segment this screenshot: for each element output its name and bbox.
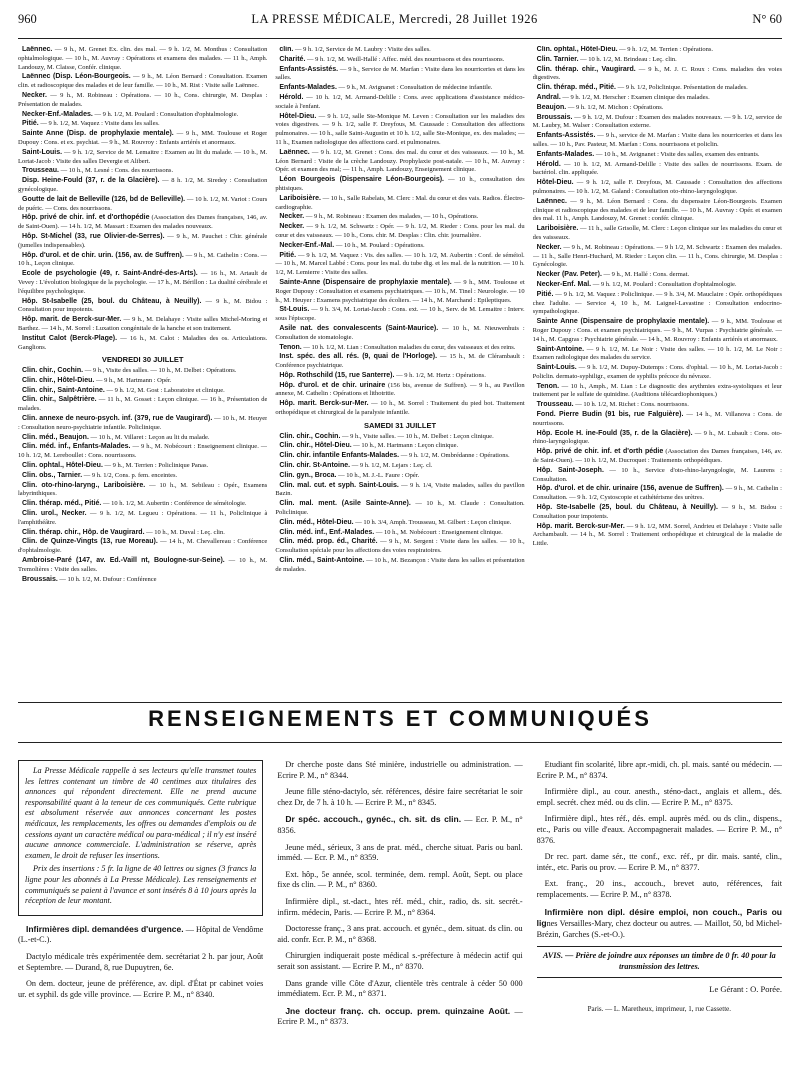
schedule-entry: Broussais. — 9 h. 1/2, M. Dufour : Examen des malades nouveaux. — 9 h. 1/2, service de M. Laubry, M. Walser : Consultation externe. [532, 113, 782, 130]
schedule-entry: Clin. méd. inf., Enf.-Malades. — 10 h., M. Nobécourt : Enseignement clinique. [279, 528, 503, 536]
schedule-entry: Andral. — 9 h. 1/2, M. Herscher : Examen clinique des malades. [536, 93, 710, 101]
classified-ad: Jeune méd., sérieux, 3 ans de prat. méd., cherche situat. Paris ou banl. imméd. — Ecr. P. M., n° 8359. [277, 842, 523, 863]
schedule-entry: Necker (Pav. Peter). — 9 h., M. Hallé : Cons. dermat. [536, 271, 690, 279]
avis-notice: AVIS. — Prière de joindre aux réponses un timbre de 0 fr. 40 pour la transmission des lettres. [537, 946, 782, 977]
schedule-entry: Hôp. d'urol. et de chir. urinaire (156 bis, avenue de Suffren). — 9 h., au Pavillon annexe, M. Cathelin : Opérations et lithotritie. [275, 381, 525, 398]
notice-paragraph: La Presse Médicale rappelle à ses lecteurs qu'elle transmet toutes les lettres contenant un timbre de 40 centimes aux titulaires des annonces qui répondent directement. Elle ne prend aucune responsabilité quant à la teneur de ces communiqués. Cette rubrique est absolument réservée aux annonces concernant les postes médicaux, les remplacements, les offres ou demandes d'emplois ou de cessions ayant un caractère médical ou para-médical ; il n'y est inséré aucune annonce commerciale. L'administration se réserve, après examen, le droit de refuser les insertions. [25, 766, 257, 860]
header-rule [18, 38, 782, 39]
schedule-entry: Laënnec. — 9 h., M. Léon Bernard : Cons. du dispensaire Léon-Bourgeois. Examen clinique et radioscopique des malades et de leur famille. — 10 h., M. Auvray : Opér. et examen des mal. 11 h., Amph. Landouzy, M. Grenet : confér. clinique. [532, 197, 782, 223]
classified-ad: Infirmière dipl., st.-dact., htes réf. méd., chir., radio, ds. sit. secrét.-infirm. médecin, Paris. — Ecrire P. M., n° 8364. [277, 896, 523, 917]
schedule-entry: Clin. chir., Hôtel-Dieu. — 10 h., M. Hartmann : Leçon clinique. [279, 442, 459, 450]
schedule-entry: Clin. thérap. méd., Pitié. — 9 h. 1/2, Policlinique. Présentation de malades. [536, 84, 748, 92]
schedule-entry: Hôp. marit. Berck-sur-Mer. — 9 h. 1/2, MM. Sorrel, Andrieu et Delahaye : Visite salle Archambault. — 14 h., M. Sorrel : Traitement orthopédique et chirurgical de la maladie de Little. [532, 522, 782, 548]
schedule-entry: Hérold. — 10 h. 1/2, M. Armand-Delille : Cons. avec applications d'assistance médico-sociale à l'enfant. [275, 93, 525, 110]
section-banner: RENSEIGNEMENTS ET COMMUNIQUÉS [148, 706, 652, 731]
schedule-entry: Laënnec. — 9 h. 1/2, M. Grenet : Cons. des mal. du cœur et des vaisseaux. — 10 h., M. Léon Bernard : Visite de la crèche Landouzy. Prophylaxie post-natale. — 10 h., M. Auvray : Opér. et examen des mal; — 11 h., Amph. Landouzy, Enseignement clinique. [275, 148, 525, 174]
schedule-entry: Clin. mal. cut. et syph. Saint-Louis. — 9 h. 1/4, Visite malades, salles du pavillon Bazin. [275, 481, 525, 498]
classified-ad: Infirmières dipl. demandées d'urgence. — Hôpital de Vendôme (L.-et-C.). [18, 923, 264, 945]
schedule-entry: Clin. méd., Saint-Antoine. — 10 h., M. Bezançon : Visite dans les salles et présentation de malades. [275, 557, 525, 573]
classified-ad: Infirmière dipl., htes réf., dés. empl. auprès méd. ou ds clin., dispens., etc., Paris ou ville d'eaux. Accompagnerait malades. — Ecrire P. M., n° 8376. [536, 814, 782, 845]
schedule-entry: Clin. chir., Saint-Antoine. — 9 h. 1/2, M. Gost : Laboratoire et clinique. [22, 386, 225, 394]
schedule-entry: Enfants-Assistés. — 9 h., service de M. Marfan : Visite dans les nourriceries et dans les salles. — 10 h., Pav. Pasteur, M. Marfan : Cons. nourrissons et policlin. [532, 132, 782, 148]
schedule-entry: Clin. méd. inf., Enfants-Malades. — 9 h., M. Nobécourt : Enseignement clinique. — 10 h. 1/2, M. Lereboullet : Cons. nourrissons. [18, 443, 268, 460]
schedule-entry: Hôp. privé de chir. inf. et d'orth pédie (Association des Dames françaises, 146, av. de Saint-Ouen). — 10 h. 1/2, M. Ducroquet : Traitements orthopédiques. [532, 448, 782, 465]
schedule-entry: Necker. — 9 h., M. Robineau : Opérations. — 9 h 1/2, M. Schwartz : Examen des malades. — 11 h., Salle Henri-Huchard, M. Rieder : Leçon clin. — 11 h., Cons. chirurgie, M. Desplas : Gynécologie. [532, 243, 782, 269]
schedule-entry: Beaujon. — 9 h. 1/2, M. Michon : Opérations. [536, 103, 664, 111]
schedule-column-2 [275, 46, 524, 700]
schedule-entry: Ambroise-Paré (147, av. Ed.-Vaill nt, Boulogne-sur-Seine). — 10 h., M. Tremolières : Visite des salles. [18, 557, 268, 573]
schedule-entry: Necker. — 9 h. 1/2, M. Schwartz : Opér. — 9 h. 1/2, M. Rieder : Cons. pour les mal. du cœur et des vaisseaux. — 10 h., Cons. chir. M. Desplas : Clin. chir. journalière. [275, 223, 525, 239]
schedule-entry: Pitié. — 9 h. 1/2, M. Vaquez : Vis. des salles. — 10 h. 1/2, M. Aubertin : Conf. de séméiol. — 10 h., M. Marcel Labbé : Cons. pour les mal. du tube dig. et les mal. de la nutrition. — 10 h. 1/2, M. Lemierre : Visite des salles. [275, 251, 525, 277]
schedule-entry: Hôp. d'urol. et de chir. urin. (156, av. de Suffren). — 9 h., M. Cathelin : Cons. — 10 h., Leçon clinique. [18, 251, 268, 268]
schedule-entry: Necker-Enf.-Mal. — 10 h., M. Poulard : Opérations. [279, 241, 425, 249]
schedule-entry: clin. — 9 h. 1/2, Service de M. Laubry : Visite des salles. [279, 46, 431, 53]
schedule-columns [18, 46, 782, 700]
schedule-entry: Clin. Tarnier. — 10 h. 1/2, M. Brindeau : Leç. clin. [536, 55, 677, 63]
classified-ad: Infirmière non dipl. désire emploi, non couch., Paris ou lignes Versailles-Mary, chez docteur ou autres. — Maillot, 50, bd Michel-Brézin, Garches (S.-et-O.). [536, 906, 782, 939]
schedule-entry: Clin. urol., Necker. — 9 h. 1/2, M. Legueu : Opérations. — 11 h., Policlinique à l'amphithéâtre. [18, 510, 268, 526]
schedule-entry: Laënnec. — 9 h., M. Grenet Ex. clin. des mal. — 9 h. 1/2, M. Monthus : Consultation ophtalmologique. — 10 h., M. Auvray : Opérations et examens des malades. — 11 h., Amph. Landouzy, M. Claisse, Confér. clinique. [18, 46, 268, 71]
schedule-entry: Clin. chir., Cochin. — 9 h., Visite des salles. — 10 h., M. Delbet : Opérations. [22, 367, 237, 375]
schedule-entry: Hôtel-Dieu. — 9 h. 1/2, salle Ste-Monique M. Leven : Consultation sur les maladies des voies digestives. — 9 h. 1/2, salle F. Dreyfous, M. Caussade : Consultation des affections pulmonaires. — 10 h., salle Saint-Augustin et 10 h. 1/2, salle Ste-Monique, ex. des malades; — 11 h., Examen radiologique des affections card. et pulmonaires. [275, 112, 525, 146]
schedule-entry: Fond. Pierre Budin (91 bis, rue Falguière). — 14 h., M. Villanova : Cons. de nourrissons. [532, 411, 782, 427]
schedule-entry: Clin. thérap. méd., Pitié. — 10 h. 1/2, M. Aubertin : Conférence de séméiologie. [22, 500, 247, 508]
schedule-entry: Clin. chir., Salpêtrière. — 11 h., M. Gosset : Leçon clinique. — 16 h., Présentation de malades. [18, 396, 268, 413]
classified-ad: Dr cherche poste dans Sté minière, industrielle ou administration. — Ecrire P. M., n° 8344. [277, 760, 523, 780]
schedule-entry: Enfants-Malades. — 10 h., M. Avignanet : Visite des salles, examen des entrants. [536, 150, 760, 158]
schedule-entry: Hôp. marit. de Berck-sur-Mer. — 9 h., M. Delahaye : Visite salles Michel-Moring et Barthez. — 14 h., M. Sorrel : Luxation congénitale de la hanche et son traitement. [18, 316, 268, 332]
schedule-entry: Clin. oto-rhino-laryng., Lariboisière. — 10 h., M. Sebileau : Opér., Examens labyrinthiques. [18, 481, 268, 498]
schedule-entry: Hôtel-Dieu. — 9 h. 1/2, salle F. Dreyfous, M. Caussade : Consultation des affections pulmonaires. — 10 h. 1/2, M. Galand : Consultation oto-rhino-laryngologique. [532, 179, 782, 195]
schedule-entry: Sainte Anne (Disp. de prophylaxie mentale). — 9 h., MM. Toulouse et Roger Dupouy : Cons. et ex. psychiat. — 9 h., M. Rouvroy : Enfants arriérés et anormaux. [18, 130, 268, 146]
notice-paragraph: Prix des insertions : 5 fr. la ligne de 40 lettres ou signes (3 francs la ligne pour les abonnés à La Presse Médicale). Les renseignements et communiqués se paient à l'avance et sont insérés 8 à 10 jours après la réception de leur montant. [25, 864, 257, 906]
schedule-entry: Hôp. St-Isabelle (25, boul. du Château, à Neuilly). — 9 h., M. Bidou : Consultation pour impotents. [18, 297, 268, 314]
printer-line: Paris. — L. Maretheux, imprimeur, 1, rue Cassette. [587, 1005, 732, 1014]
classified-ad: Ext. hôp., 5e année, scol. terminée, dem. rempl. Août, Sept. ou place fixe ds clin. — P. M., n° 8360. [277, 869, 523, 890]
insertion-notice [18, 760, 263, 916]
classified-ad: On dem. docteur, jeune de préférence, av. dipl. d'État pr cabinet voies ur. et syphil. ds gde ville province. — Ecrire P. M., n° 8340. [18, 979, 264, 999]
schedule-entry: Hôp. Ste-Isabelle (25, boul. du Château, à Neuilly). — 9 h., M. Bidou : Consultation pour impotents. [532, 504, 782, 520]
classified-ad: Chirurgien indiquerait poste médical s.-préfecture à médecin actif qui serait son assistant. — Ecrire P. M., n° 8370. [277, 951, 523, 971]
schedule-entry: Pitié. — 9 h. 1/2, M. Vaquez : Visite dans les salles. [22, 120, 160, 128]
section-rule [18, 702, 782, 703]
schedule-entry: Sainte Anne (Dispensaire de prophylaxie mentale). — 9 h., MM. Toulouse et Roger Dupouy : Cons. et examen psychiatriques. — 9 h., M. Vurpas : Psychiatrie générale. — 14 h., M. Capgras : Psychiatrie générale. — 14 h., M. Rouvroy : Enfants arriérés et anormaux. [532, 318, 782, 343]
schedule-entry: Hôp. privé de chir. inf. et d'orthopédie (Association des Dames françaises, 146, av. de Saint-Ouen). — 14 h. 1/2, M. Massart : Examen des malades nouveaux. [18, 214, 268, 231]
schedule-entry: Enfants-Malades. — 9 h., M. Avignanet : Consultation de médecine infantile. [279, 84, 493, 92]
schedule-entry: Charité. — 9 h. 1/2, M. Weill-Hallé : Affec. méd. des nourrissons et des nourrissons. [279, 55, 505, 63]
day-heading: SAMEDI 31 JUILLET [363, 420, 437, 430]
schedule-entry: Hôp. d'urol. et de chir. urinaire (156, avenue de Suffren). — 9 h., M. Cathelin : Consultation. — 9 h. 1/2, Cystoscopie et cathétérisme des urètres. [532, 485, 782, 502]
schedule-entry: Necker-Enf.-Malades. — 9 h. 1/2, M. Poulard : Consultation d'ophtalmologie. [22, 110, 239, 118]
schedule-entry: Clin. méd., Beaujon. — 10 h., M. Villaret : Leçon au lit du malade. [22, 433, 210, 441]
schedule-entry: Saint-Louis. — 9 h. 1/2, M. Dupuy-Dutemps : Cons. d'ophtal. — 10 h., M. Lortat-Jacob : Policlin. dermato-syphiligr., examen de syphilis précoce du névraxe. [532, 364, 782, 380]
schedule-entry: Goutte de lait de Belleville (126, bd de Belleville). — 10 h. 1/2, M. Variot : Cours de puéric. — Cons. des nourrissons. [18, 195, 268, 212]
schedule-entry: Clin. ophtal., Hôtel-Dieu. — 9 h., M. Terrien : Policlinique Panas. [22, 462, 209, 470]
schedule-entry: Necker. — 9 h., M. Robineau : Examen des malades, — 10 h., Opérations. [279, 213, 479, 221]
schedule-entry: Laënnec (Disp. Léon-Bourgeois. — 9 h., M. Léon Bernard : Consultation. Examen clin. et radioscopique des malades et de leur famille. — 10 h., M. Rist : Visite salle Laënnec. [18, 73, 268, 90]
schedule-entry: Asile nat. des convalescents (Saint-Maurice). — 10 h., M. Nieuwenhuis : Consultation de stomatologie. [275, 324, 525, 341]
schedule-entry: Clin. annexe de neuro-psych. inf. (379, rue de Vaugirard). — 10 h., M. Heuyer : Consultation neuro-psychiatrie infantile. Policlinique. [18, 415, 268, 431]
schedule-entry: Clin. chir. infantile Enfants-Malades. — 9 h. 1/2, M. Ombrédanne : Opérations. [279, 452, 510, 460]
schedule-column-1 [18, 46, 267, 700]
classified-ad: Dans grande ville Côte d'Azur, clientèle très centrale à céder 50 000 immédiatem. Ecr. P. M., n° 8371. [277, 978, 523, 999]
schedule-entry: Hôp. Ecole H. ine-Fould (35, r. de la Glacière). — 9 h., M. Lubault : Cons. oto-rhino-laryngologique. [532, 429, 782, 446]
classified-ad: Dactylo médicale très expérimentée dem. secrétariat 2 h. par jour, Août et Septembre. — Durand, 8, rue Dupuytren, 6e. [18, 951, 264, 972]
schedule-entry: Ecole de psychologie (49, r. Saint-André-des-Arts). — 16 h., M. Artault de Vevey : L'évolution biologique de la psychologie. — 17 h., M. Bérillon : La dualité cérébrale et l'équilibre psychologique. [18, 270, 268, 295]
schedule-entry: Saint-Louis. — 9 h. 1/2, Service de M. Lemaitre : Examen au lit du malade. — 10 h., M. Lortat-Jacob : Visite des salles Devergie et Alibert. [18, 148, 268, 165]
classified-ad: Dr rec. part. dame sér., tte conf., exc. réf., pr dir. mais. santé, clin., intér., etc. Paris ou prov. — Ecrire P. M., n° 8377. [536, 852, 782, 872]
schedule-entry: Saint-Antoine. — 9 h. 1/2, M. Le Noir : Visite des salles. — 10 h. 1/2, M. Le Noir : Examen radiologique des malades du service. [532, 345, 782, 362]
schedule-entry: Tenon. — 10 h., Amph., M. Lian : Le diagnostic des arythmies extra-systoliques et leur traitement par le sulfate de quinidine. (Auditions télécardiophoniques.) [532, 382, 782, 399]
schedule-entry: Hôp. St-Michel (33, rue Olivier-de-Serres). — 9 h., M. Pauchet : Chir. générale (jumelles indispensables). [18, 232, 268, 249]
page-number: 960 [18, 12, 37, 26]
schedule-entry: Necker. — 9 h., M. Robineau : Opérations. — 10 h., Cons. chirurgie, M. Desplas : Présentation de malades. [18, 91, 268, 108]
schedule-entry: Hérold. — 10 h. 1/2, M. Armand-Delille : Visite des salles de nourrissons. Exam. de bactériol. clin. appliquée. [532, 160, 782, 177]
page-header [18, 12, 782, 34]
schedule-entry: Institut Calot (Berck-Plage). — 16 h., M. Calot : Maladies des os. Articulations. Ganglions. [18, 334, 268, 351]
issue-number: N° 60 [752, 12, 782, 26]
classified-ad: Jeune fille sténo-dactylo, sér. références, désire faire secrétariat le soir chez Dr, de 7 h. à 10 h. — Ecrire P. M., n° 8345. [277, 787, 523, 807]
schedule-entry: Clin. thérap. chir., Vaugirard. — 9 h., M. J. C. Roux : Cons. maladies des voies digestives. [532, 65, 782, 82]
classifieds-column-1 [18, 760, 263, 1070]
schedule-entry: Clin. de Quinze-Vingts (13, rue Moreau). — 14 h., M. Chevallereau : Conférence d'ophtalmologie. [18, 538, 268, 555]
schedule-entry: Clin. chir., Cochin. — 9 h., Visite salles. — 10 h., M. Delbet : Leçon clinique. [279, 432, 494, 440]
schedule-entry: Clin. méd. prop. éd., Charité. — 9 h., M. Sergent : Visite dans les salles. — 10 h., Consultation spéciale pour les affections des voies respiratoires. [275, 538, 525, 555]
schedule-entry: St-Louis. — 9 h. 3/4, M. Lortat-Jacob : Cons. ext. — 10 h., Serv. de M. Lemaitre : Interv. sous l'épiscope. [275, 306, 525, 323]
schedule-entry: Clin. ophtal., Hôtel-Dieu. — 9 h. 1/2, M. Terrien : Opérations. [536, 46, 714, 53]
classifieds-column-2 [277, 760, 522, 1070]
schedule-entry: Léon Bourgeois (Dispensaire Léon-Bourgeois). — 10 h., consultation des phtisiques. [275, 176, 525, 192]
classifieds-columns [18, 760, 782, 1070]
gerant-signature: Le Gérant : O. Porée. [709, 983, 782, 994]
schedule-entry: Clin. gyn., Broca. — 10 h., M. J.-L. Faure : Opér. [279, 471, 420, 479]
classified-ad: Etudiant fin scolarité, libre apr.-midi, ch. pl. mais. santé ou médecin. — Ecrire P. M., n° 8374. [536, 760, 782, 780]
schedule-entry: Clin. mal. ment. (Asile Sainte-Anne). — 10 h., M. Claude : Consultation. Policlinique. [275, 500, 525, 517]
schedule-entry: Clin. méd., Hôtel-Dieu. — 10 h. 3/4, Amph. Trousseau, M. Gilbert : Leçon clinique. [279, 518, 512, 526]
schedule-entry: Enfants-Assistés. — 9 h., Service de M. Marfan : Visite dans les nourriceries et dans les salles. [275, 65, 525, 82]
classified-ad: Infirmière dipl., au cour. anesth., sténo-dact., anglais et allem., dés. empl. secrét. chez méd. ou ds clin. — Ecrire P. M., n° 8375. [536, 787, 782, 807]
schedule-entry: Hôp. Rothschild (15, rue Santerre). — 9 h. 1/2, M. Hertz : Opérations. [279, 371, 486, 379]
schedule-entry: Clin. obs., Tarnier. — 9 h. 1/2, Cons. p. fem. enceintes. [22, 471, 178, 479]
classified-ad: Doctoresse franç., 3 ans prat. accouch. et gynéc., dem. situat. ds clin. ou aid. confr. Ecr. P. M., n° 8368. [277, 924, 523, 944]
schedule-entry: Inst. spéc. des all. rés. (9, quai de l'Horloge). — 15 h., M. de Clérambault : Conférence psychiatrique. [275, 353, 525, 370]
schedule-entry: Clin. chir., Hôtel-Dieu. — 9 h., M. Hartmann : Opér. [22, 376, 172, 384]
schedule-column-3 [533, 46, 782, 700]
banner-rule [18, 742, 782, 743]
schedule-entry: Hôp. Saint-Joseph. — 10 h., Service d'oto-rhino-laryngologie, M. Laurens : Consultation. [532, 466, 782, 483]
schedule-entry: Lariboisière. — 11 h., salle Grisolle, M. Clerc : Leçon clinique sur les maladies du cœur et des vaisseaux. [532, 225, 782, 241]
journal-title: LA PRESSE MÉDICALE, Mercredi, 28 Juillet 1926 [251, 12, 538, 26]
schedule-entry: Broussais. — 10 h. 1/2, M. Dufour : Conférence [22, 575, 157, 583]
schedule-entry: Clin. chir. St-Antoine. — 9 h. 1/2, M. Lejars : Leç. cl. [279, 462, 433, 470]
schedule-entry: Trousseau. — 10 h., M. Lesné : Cons. des nourrissons. [22, 167, 174, 175]
classifieds-column-3 [537, 760, 782, 1070]
schedule-entry: Necker-Enf. Mal. — 9 h. 1/2, M. Poulard : Consultation d'ophtalmologie. [536, 280, 737, 288]
schedule-entry: Sainte-Anne (Dispensaire de prophylaxie mentale). — 9 h., MM. Toulouse et Roger Dupouy : Consultation et examens psychiatriques. — 10 h., M. Tinel : Neurologie. — 10 h., M. Heuyer : Examens psychiatrique des écoliers. — 14 h., M. Marchand : Epileptiques. [275, 278, 525, 304]
schedule-entry: Clin. thérap. chir., Hôp. de Vaugirard. — 10 h., M. Duval : Leç. clin. [22, 528, 225, 536]
schedule-entry: Disp. Heine-Fould (37, r. de la Glacière). — 8 h. 1/2, M. Siredey : Consultation gynécologique. [18, 177, 268, 193]
schedule-entry: Pitié. — 9 h. 1/2, M. Vaquez : Policlinique. — 9 h. 3/4, M. Mauclaire : Opér. orthopédiques chez l'adulte. — Service 4, 10 h., M. Laignel-Lavastine : Consultation endocrino-sympathologique. [532, 290, 782, 316]
schedule-entry: Lariboisière. — 10 h., Salle Rabelais, M. Clerc : Mal. du cœur et des vais. Radios. Électro-cardiographie. [275, 194, 525, 211]
classified-ad: Dr spéc. accouch., gynéc., ch. sit. ds clin. — Ecr. P. M., n° 8356. [277, 814, 523, 835]
classified-ad: Ext. franç., 20 ins., accouch., brevet auto, références, fait remplacements. — Ecrire P. M., n° 8378. [536, 879, 782, 899]
schedule-entry: Hôp. marit. Berck-sur-Mer. — 10 h., M. Sorrel : Traitement du pied bot. Traitement orthopédique et chirurgical de la paralysie infantile. [275, 400, 525, 417]
day-heading: VENDREDI 30 JUILLET [101, 355, 184, 365]
classified-ad: Jne docteur franç. ch. occup. prem. quinzaine Août. — Ecrire P. M., n° 8373. [277, 1005, 523, 1027]
schedule-entry: Trousseau. — 10 h. 1/2, M. Richet : Cons. nourrissons. [536, 401, 689, 409]
schedule-entry: Tenon. — 10 h. 1/2, M. Lian : Consultation maladies du cœur, des vaisseaux et des reins. [279, 343, 516, 351]
